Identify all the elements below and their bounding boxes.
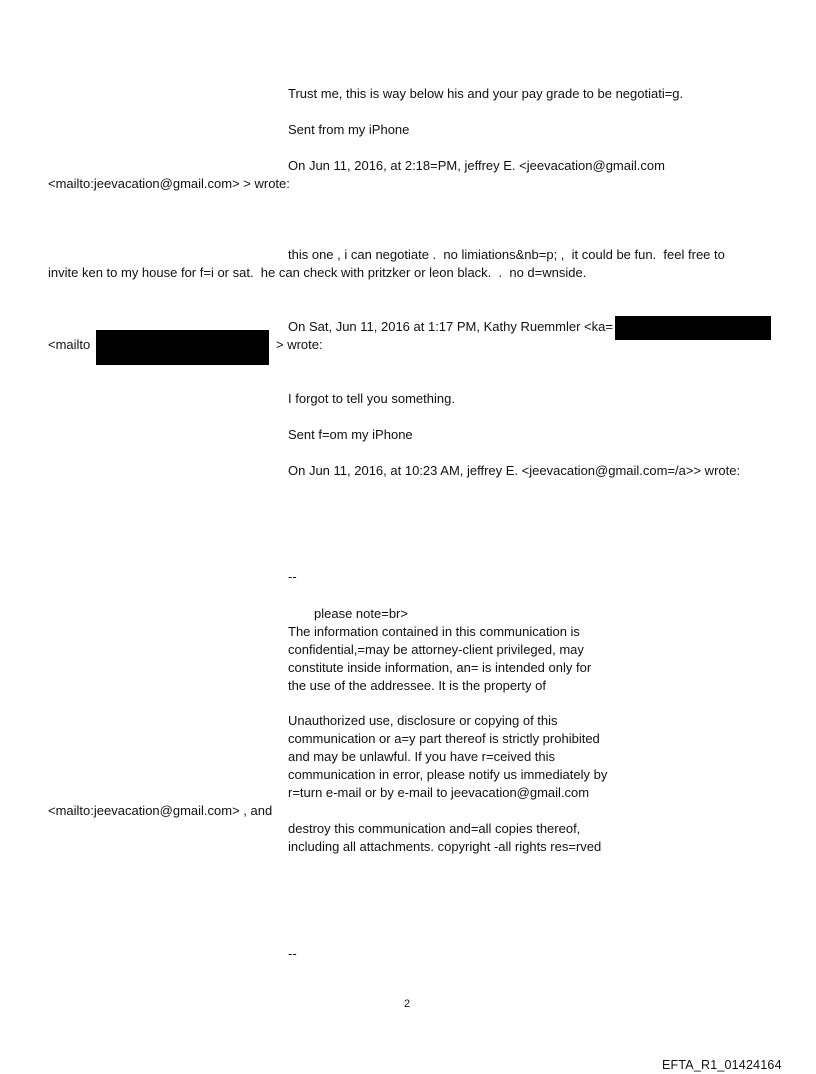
- quote-header-2: On Sat, Jun 11, 2016 at 1:17 PM, Kathy Ruemmler <ka=: [288, 319, 613, 334]
- message-1-line-1: this one , i can negotiate . no limiations&nb=p; , it could be fun. feel free to: [288, 247, 725, 262]
- disclaimer-line: including all attachments. copyright -all rights res=rved: [288, 839, 602, 854]
- quote-2-mailto-suffix: > wrote:: [276, 337, 323, 352]
- message-1-line-2: invite ken to my house for f=i or sat. he can check with pritzker or leon black. . no d=wnside.: [48, 265, 587, 280]
- disclaimer-line: confidential,=may be attorney-client privileged, may: [288, 642, 584, 657]
- reply-body: Trust me, this is way below his and your pay grade to be negotiati=g.: [288, 86, 684, 101]
- disclaimer-line: <mailto:jeevacation@gmail.com> , and: [48, 803, 273, 818]
- quote-mailto-1: <mailto:jeevacation@gmail.com> > wrote:: [48, 176, 290, 191]
- disclaimer-line: Unauthorized use, disclosure or copying of this: [288, 713, 558, 728]
- quote-header-3: On Jun 11, 2016, at 10:23 AM, jeffrey E. <jeevacation@gmail.com=/a>> wrote:: [288, 463, 741, 478]
- signature-separator: --: [288, 946, 297, 961]
- redaction-box: [615, 316, 771, 340]
- reply-signature: Sent from my iPhone: [288, 122, 410, 137]
- disclaimer-note: please note=br>: [314, 606, 408, 621]
- redaction-box: [96, 330, 269, 365]
- message-2-signature: Sent f=om my iPhone: [288, 427, 413, 442]
- bates-number: EFTA_R1_01424164: [662, 1058, 782, 1072]
- quote-header-1: On Jun 11, 2016, at 2:18=PM, jeffrey E. <jeevacation@gmail.com: [288, 158, 665, 173]
- quote-2-mailto-prefix: <mailto: [48, 337, 91, 352]
- disclaimer-line: the use of the addressee. It is the property of: [288, 678, 546, 693]
- disclaimer-line: and may be unlawful. If you have r=ceived this: [288, 749, 556, 764]
- signature-separator: --: [288, 569, 297, 584]
- disclaimer-line: communication in error, please notify us immediately by: [288, 767, 608, 782]
- disclaimer-line: constitute inside information, an= is intended only for: [288, 660, 592, 675]
- disclaimer-line: destroy this communication and=all copies thereof,: [288, 821, 581, 836]
- message-2-body: I forgot to tell you something.: [288, 391, 455, 406]
- page-number: 2: [404, 998, 411, 1010]
- disclaimer-line: communication or a=y part thereof is strictly prohibited: [288, 731, 600, 746]
- disclaimer-line: r=turn e-mail or by e-mail to jeevacation@gmail.com: [288, 785, 590, 800]
- disclaimer-line: The information contained in this communication is: [288, 624, 580, 639]
